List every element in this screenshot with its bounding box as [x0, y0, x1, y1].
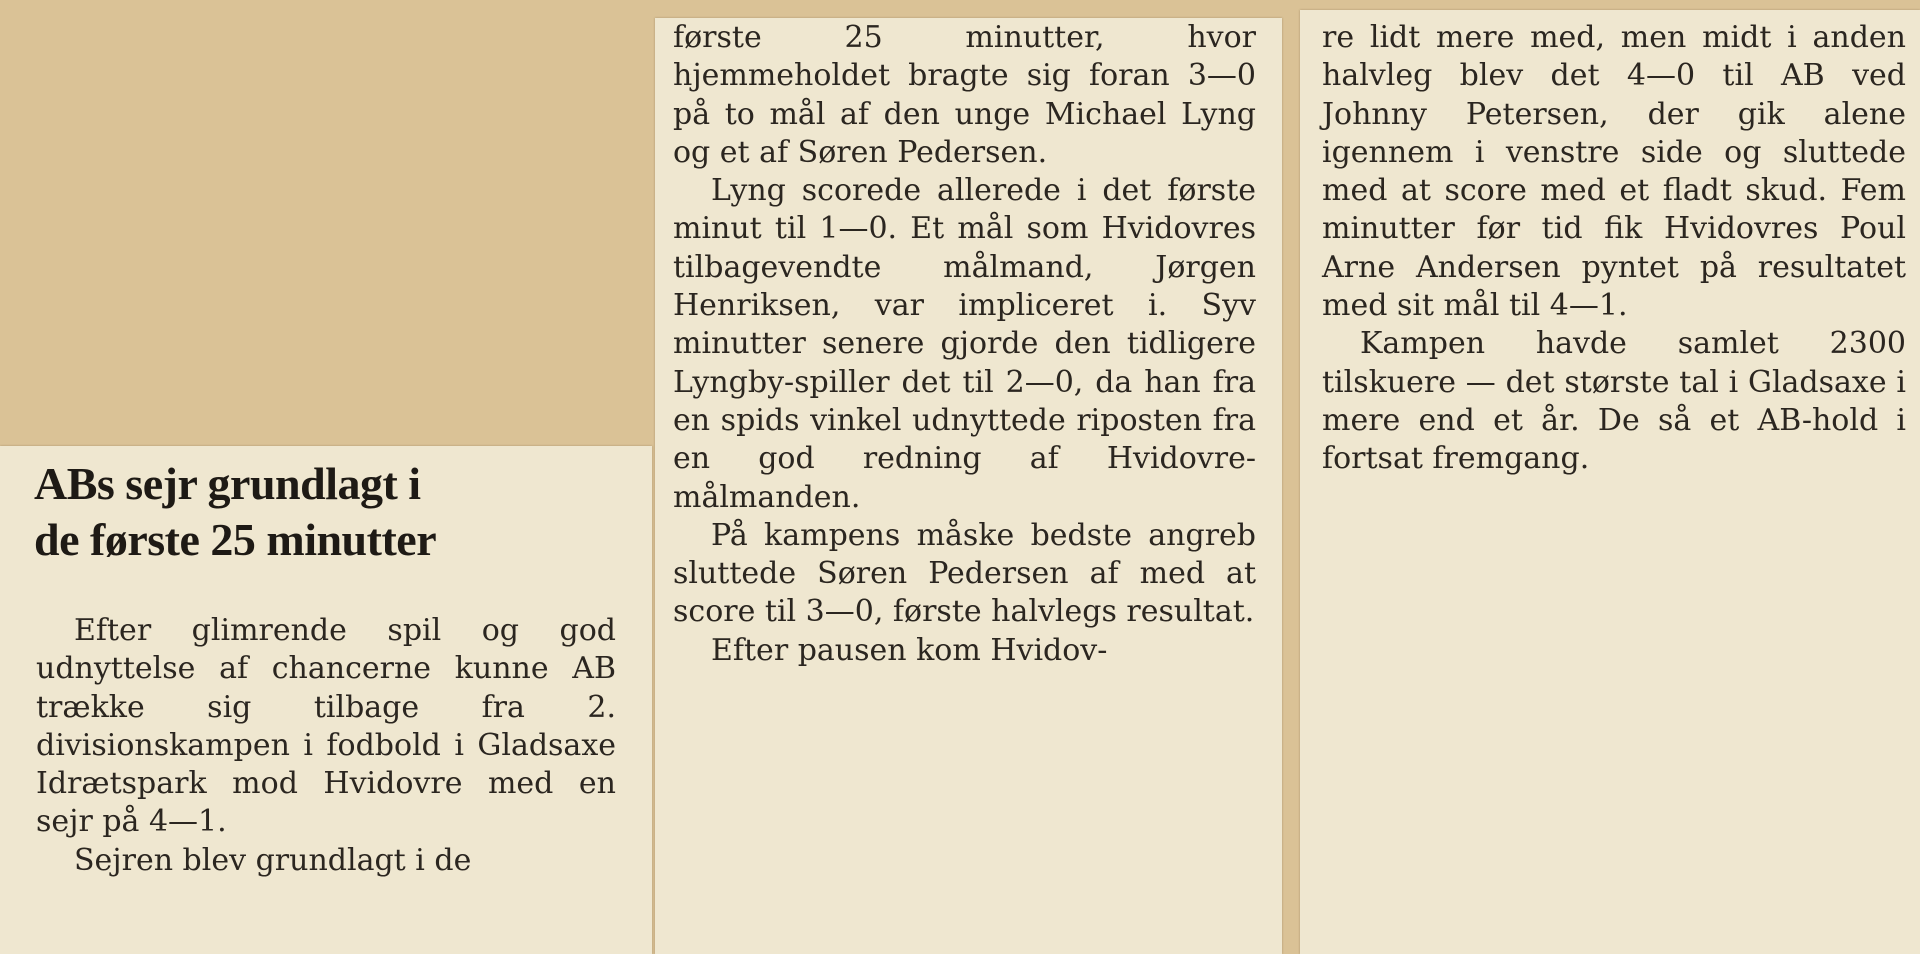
text-column-3 — [1322, 19, 1906, 479]
paragraph: re lidt mere med, men midt i anden halvleg blev det 4—0 til AB ved Johnny Petersen, der gik alene igennem i venstre side og sluttede med at score med et fladt skud. Fem minutter før tid fik Hvidovres Poul Arne Andersen pyntet på resultatet med sit mål til 4—1. — [1322, 20, 1906, 324]
text-column-1 — [36, 612, 616, 880]
text-column-2 — [673, 19, 1256, 670]
headline-line-2: de første 25 minutter — [34, 514, 437, 565]
article-headline — [34, 456, 634, 568]
paragraph: Efter pausen kom Hvidov- — [711, 632, 1108, 668]
paragraph: Lyng scorede allerede i det første minut til 1—0. Et mål som Hvidovres tilbagevendte målmand, Jørgen Henriksen, var impliceret i. Syv minutter senere gjorde den tidligere Lyngby-spiller det til 2—0, da han fra en spids vinkel udnyttede riposten fra en god redning af Hvidovre-målmanden. — [673, 173, 1256, 515]
paragraph: Efter glimrende spil og god udnyttelse af chancerne kunne AB trække sig tilbage fra 2. divisionskampen i fodbold i Gladsaxe Idrætspark mod Hvidovre med en sejr på 4—1. — [36, 613, 616, 840]
paragraph: Kampen havde samlet 2300 tilskuere — det største tal i Gladsaxe i mere end et år. De så et AB-hold i fortsat fremgang. — [1322, 326, 1906, 477]
paragraph: På kampens måske bedste angreb sluttede Søren Pedersen af med at score til 3—0, første halvlegs resultat. — [673, 517, 1256, 630]
paragraph: Sejren blev grundlagt i de — [74, 842, 472, 878]
headline-line-1: ABs sejr grundlagt i — [34, 458, 421, 509]
paragraph: første 25 minutter, hvor hjemmeholdet bragte sig foran 3—0 på to mål af den unge Michael Lyng og et af Søren Pedersen. — [673, 20, 1256, 170]
